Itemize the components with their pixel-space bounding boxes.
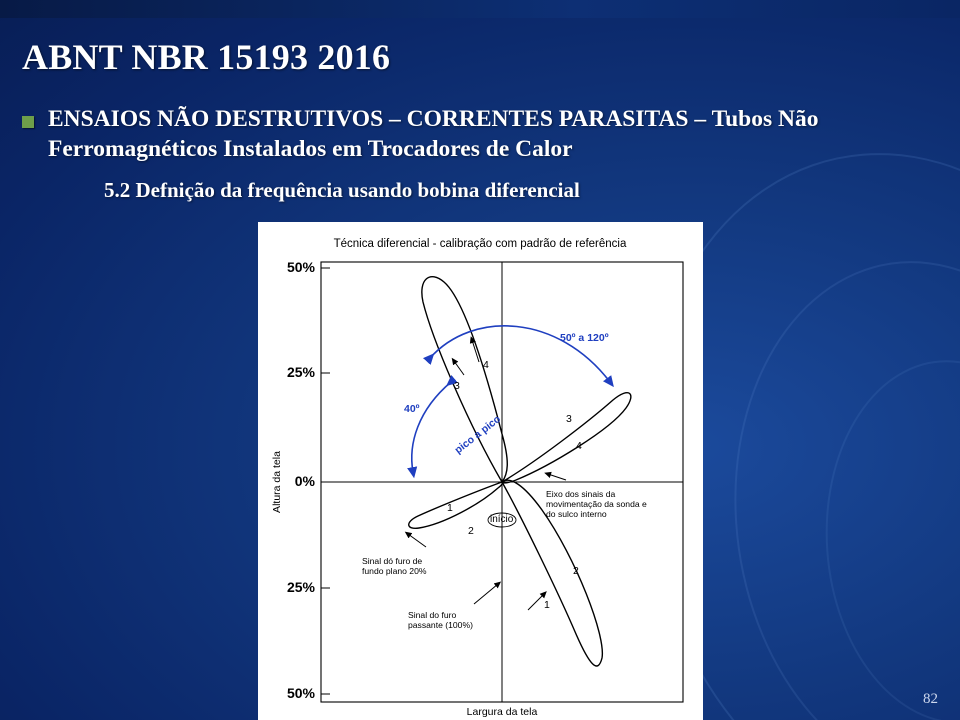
bullet-square-icon (22, 116, 34, 128)
sub-item-label: 5.2 Defnição da frequência usando bobina diferencial (104, 178, 580, 202)
lobe-marker-2: 2 (468, 525, 474, 537)
figure-title: Técnica diferencial - calibração com padrão de referência (333, 238, 627, 250)
x-axis-label: Largura da tela (466, 706, 538, 718)
figure-svg (258, 222, 703, 720)
y-tick-label: 25% (286, 579, 315, 595)
bullet-item-label: ENSAIOS NÃO DESTRUTIVOS – CORRENTES PARASITAS – Tubos Não Ferromagnéticos Instalados em Trocadores de Calor (48, 106, 819, 163)
y-tick-label: 25% (286, 364, 315, 380)
page-number: 82 (923, 691, 938, 707)
annotation-axis-note: Eixo dos sinais da movimentação da sonda e do sulco interno (546, 489, 647, 519)
annotation-flat-bottom-hole: Sinal dó furo de fundo plano 20% (362, 556, 427, 576)
figure-background (258, 222, 703, 720)
lobe-marker-right-4: 4 (576, 440, 582, 452)
y-tick-label: 50% (286, 685, 315, 701)
lobe-marker-4: 4 (483, 359, 489, 371)
y-tick-label: 0% (294, 473, 315, 489)
slide-top-band (0, 0, 960, 18)
lobe-marker-right-3: 3 (566, 413, 572, 425)
lobe-marker-lower-2: 2 (573, 565, 579, 577)
annotation-peak-to-peak: pico a pico (452, 413, 504, 457)
annotation-through-hole: Sinal do furo passante (100%) (408, 610, 473, 630)
bullet-list (22, 104, 932, 164)
y-axis-label: Altura da tela (271, 451, 283, 513)
lobe-marker-3: 3 (454, 380, 460, 392)
annotation-outer-angle-line1: 50º a 120º (560, 332, 609, 344)
lobe-marker-1: 1 (447, 502, 453, 514)
figure-diagram (258, 222, 703, 720)
annotation-inicio: início (490, 514, 514, 525)
lobe-marker-lower-1: 1 (544, 599, 550, 611)
page-title: ABNT NBR 15193 2016 (22, 37, 391, 77)
annotation-inner-angle: 40º (404, 403, 420, 415)
y-tick-label: 50% (286, 259, 315, 275)
list-item (22, 104, 932, 164)
